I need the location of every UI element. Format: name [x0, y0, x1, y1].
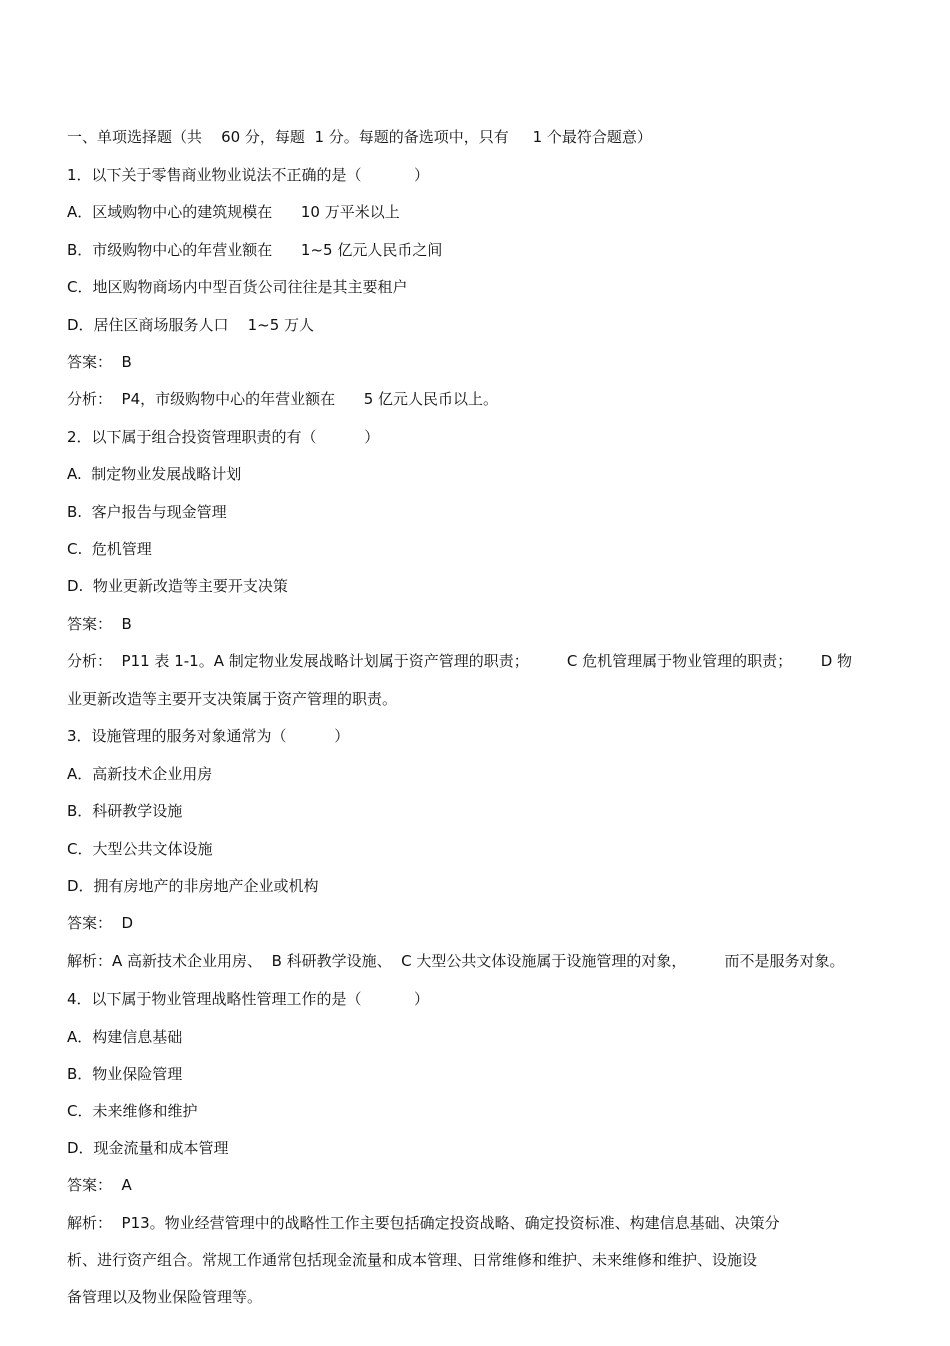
question-4-answer: 答案： A: [67, 1176, 132, 1194]
question-3-option-d: D．拥有房地产的非房地产企业或机构: [67, 877, 319, 895]
question-4-analysis-line-3: 备管理以及物业保险管理等。: [67, 1288, 263, 1306]
question-3-option-c: C．大型公共文体设施: [67, 840, 213, 858]
question-2-analysis-line-2: 业更新改造等主要开支决策属于资产管理的职责。: [67, 690, 398, 708]
question-2-option-a: A. 制定物业发展战略计划: [67, 465, 242, 483]
question-4-stem: 4．以下属于物业管理战略性管理工作的是（ ）: [67, 990, 429, 1008]
question-1-analysis: 分析： P4，市级购物中心的年营业额在 5 亿元人民币以上。: [67, 390, 499, 408]
question-2-option-b: B. 客户报告与现金管理: [67, 503, 227, 521]
question-1-answer: 答案： B: [67, 353, 132, 371]
question-3-stem: 3．设施管理的服务对象通常为（ ）: [67, 727, 350, 745]
question-4-option-a: A．构建信息基础: [67, 1028, 183, 1046]
question-4-option-b: B．物业保险管理: [67, 1065, 183, 1083]
question-2-option-d: D. 物业更新改造等主要开支决策: [67, 577, 288, 595]
question-1-stem: 1．以下关于零售商业物业说法不正确的是（ ）: [67, 166, 429, 184]
question-3-option-a: A．高新技术企业用房: [67, 765, 213, 783]
question-4-analysis-line-2: 析、进行资产组合。常规工作通常包括现金流量和成本管理、日常维修和维护、未来维修和维护、设施设: [67, 1251, 758, 1269]
question-4-option-d: D．现金流量和成本管理: [67, 1139, 229, 1157]
question-1-option-d: D．居住区商场服务人口 1~5 万人: [67, 316, 315, 334]
section-header: 一、单项选择题（共 60 分，每题 1 分。每题的备选项中，只有 1 个最符合题意）: [67, 128, 652, 146]
question-2-answer: 答案： B: [67, 615, 132, 633]
question-3-answer: 答案： D: [67, 914, 134, 932]
question-3-option-b: B．科研教学设施: [67, 802, 183, 820]
question-1-option-a: A．区域购物中心的建筑规模在 10 万平米以上: [67, 203, 400, 221]
question-1-option-c: C．地区购物商场内中型百货公司往往是其主要租户: [67, 278, 408, 296]
question-1-option-b: B．市级购物中心的年营业额在 1~5 亿元人民币之间: [67, 241, 443, 259]
question-4-option-c: C．未来维修和维护: [67, 1102, 198, 1120]
question-2-stem: 2．以下属于组合投资管理职责的有（ ）: [67, 428, 380, 446]
question-3-analysis: 解析：A 高新技术企业用房、 B 科研教学设施、 C 大型公共文体设施属于设施管理的对象， 而不是服务对象。: [67, 952, 845, 970]
question-2-option-c: C. 危机管理: [67, 540, 152, 558]
question-2-analysis-line-1: 分析： P11 表 1-1。A 制定物业发展战略计划属于资产管理的职责； C 危机管理属于物业管理的职责； D 物: [67, 652, 853, 670]
question-4-analysis-line-1: 解析： P13。物业经营管理中的战略性工作主要包括确定投资战略、确定投资标准、构建信息基础、决策分: [67, 1214, 780, 1232]
